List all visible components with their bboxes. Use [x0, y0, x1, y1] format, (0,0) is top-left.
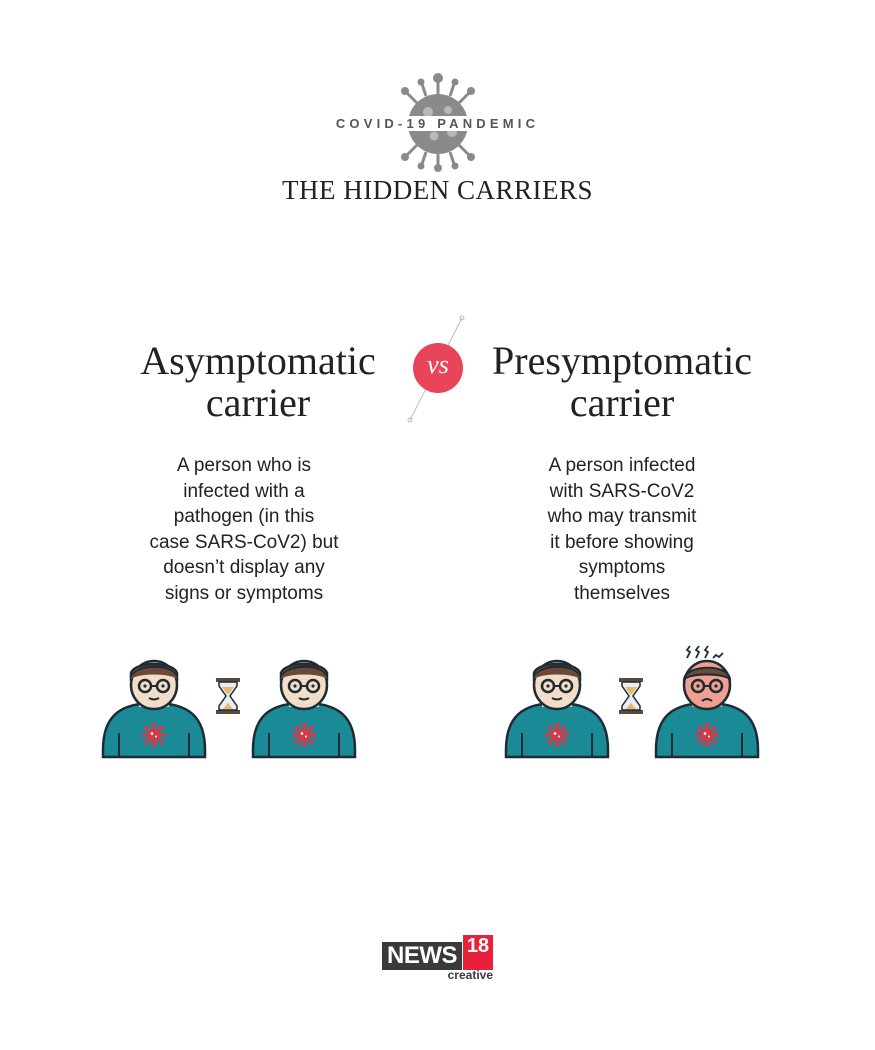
- asymptomatic-title: [108, 340, 408, 424]
- hourglass-icon: [618, 677, 644, 715]
- description-line: A person who is: [176, 455, 312, 476]
- hourglass-icon: [215, 677, 241, 715]
- description-line: who may transmit: [547, 506, 697, 527]
- healthy-carrier-icon: [99, 655, 209, 760]
- asymptomatic-title-line2: carrier: [205, 380, 311, 425]
- description-line: signs or symptoms: [164, 582, 324, 604]
- description-line: pathogen (in this: [173, 506, 315, 527]
- description-line: with SARS-CoV2: [549, 480, 695, 502]
- presymptomatic-title-line2: carrier: [569, 380, 675, 425]
- vs-label: vs: [427, 350, 449, 379]
- kicker-text: COVID-19 PANDEMIC: [335, 116, 540, 131]
- presymptomatic-description: [507, 453, 737, 606]
- description-line: doesn’t display any: [163, 557, 325, 578]
- presymptomatic-title-line1: Presymptomatic: [492, 338, 752, 383]
- asymptomatic-description: [129, 453, 359, 606]
- symptomatic-carrier-icon: [652, 655, 762, 760]
- brand-logo-news: NEWS: [382, 942, 462, 970]
- presymptomatic-title: [472, 340, 772, 424]
- description-line: themselves: [573, 582, 671, 604]
- description-line: A person infected: [548, 455, 696, 476]
- description-line: case SARS-CoV2) but: [149, 531, 339, 553]
- asymptomatic-title-line1: Asymptomatic: [140, 338, 376, 383]
- page-title: THE HIDDEN CARRIERS: [282, 175, 593, 205]
- description-line: infected with a: [183, 480, 305, 502]
- brand-logo-sub: creative: [447, 968, 493, 982]
- description-line: it before showing: [550, 531, 694, 553]
- brand-logo-number: 18: [463, 935, 493, 970]
- description-line: symptoms: [578, 557, 666, 578]
- presymptomatic-carrier-icon: [502, 655, 612, 760]
- fever-squiggle-icon: [683, 644, 725, 664]
- asymptomatic-carrier-icon: [249, 655, 359, 760]
